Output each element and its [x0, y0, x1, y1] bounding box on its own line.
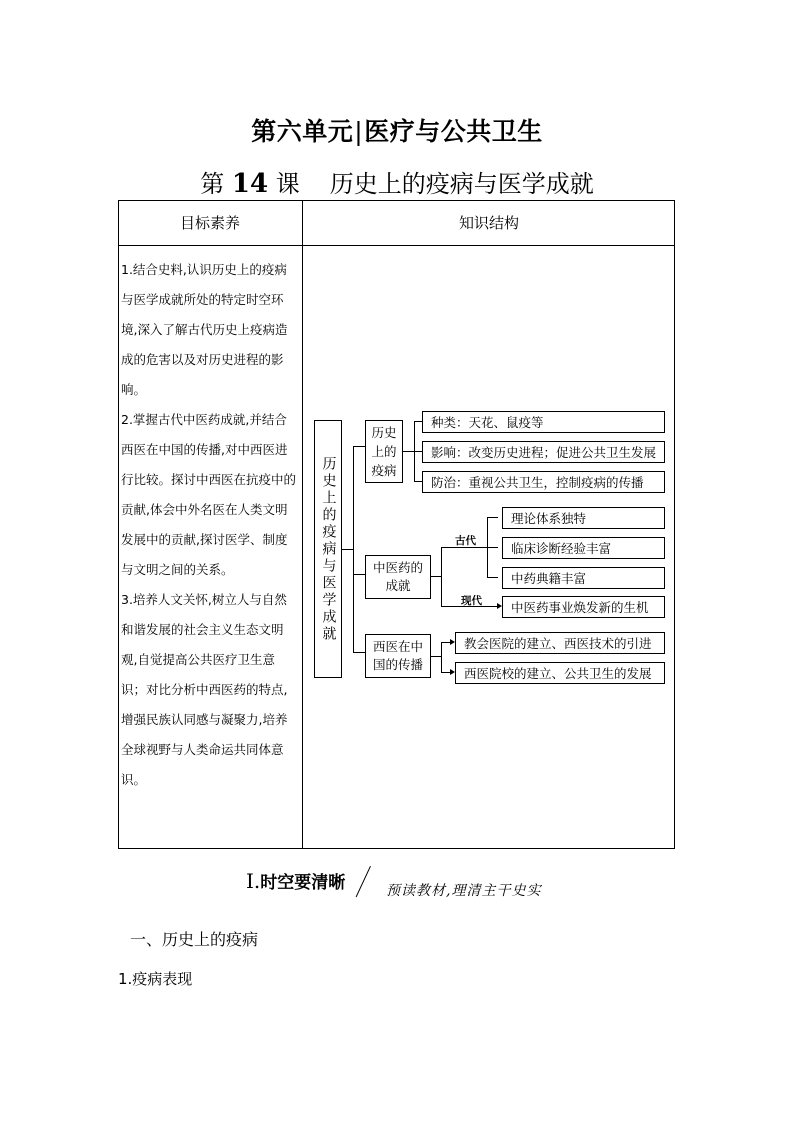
branch-epidemics-line: 疫病	[371, 463, 397, 478]
branch-tcm-line: 成就	[385, 578, 411, 593]
heading-level-1: 一、历史上的疫病	[130, 930, 259, 949]
tag-modern: 现代	[461, 595, 482, 607]
diagram-root	[314, 420, 342, 678]
leaf-epidemic-prevention: 防治：重视公共卫生，控制疫病的传播	[422, 471, 665, 493]
connector	[487, 517, 498, 518]
connector	[414, 421, 422, 422]
branch-western-line: 西医在中	[372, 639, 423, 654]
unit-title	[0, 112, 794, 148]
leaf-tcm-theory: 理论体系独特	[502, 507, 665, 529]
connector	[414, 481, 422, 482]
lesson-number: 14	[231, 169, 269, 199]
leaf-western-schools: 西医院校的建立、公共卫生的发展	[455, 662, 665, 684]
leaf-western-hospitals: 教会医院的建立、西医技术的引进	[455, 632, 665, 654]
section-title: 时空要清晰	[260, 873, 346, 893]
tag-ancient: 古代	[455, 535, 476, 547]
unit-name: 医疗与公共卫生	[364, 117, 543, 146]
goal-item: 3.培养人文关怀,树立人与自然和谐发展的社会主义生态文明观,自觉提高公共医疗卫生意识；对比分析中西医药的特点,增强民族认同感与凝聚力,培养全球视野与人类命运共同体意识。	[121, 592, 288, 787]
branch-tcm	[365, 555, 431, 599]
connector	[487, 577, 498, 578]
heading-level-2: 1.疫病表现	[118, 970, 193, 988]
section-slash	[356, 866, 371, 897]
connector	[353, 446, 354, 652]
lesson-title	[0, 164, 794, 199]
connector	[487, 547, 498, 548]
branch-tcm-line: 中医药的	[372, 560, 423, 575]
leaf-epidemic-types: 种类：天花、鼠疫等	[422, 411, 665, 433]
leaf-tcm-clinical: 临床诊断经验丰富	[502, 537, 665, 559]
leaf-tcm-modern: 中医药事业焕发新的生机	[502, 596, 665, 618]
column-header-goals: 目标素养	[179, 214, 240, 232]
leaf-epidemic-impact: 影响：改变历史进程；促进公共卫生发展	[422, 441, 665, 463]
leaf-tcm-classics: 中药典籍丰富	[502, 567, 665, 589]
connector	[403, 451, 414, 452]
connector	[431, 656, 441, 657]
connector	[414, 451, 422, 452]
lesson-prefix: 第	[200, 170, 225, 198]
diagram-root-text: 历史上的疫病与医学成就	[320, 455, 337, 643]
unit-separator: |	[354, 117, 364, 146]
goal-item: 2.掌握古代中医药成就,并结合西医在中国的传播,对中西医进行比较。探讨中西医在抗疫中的贡献,体会中外名医在人类文明发展中的贡献,探讨医学、制度与文明之间的关系。	[121, 412, 297, 577]
connector	[353, 574, 365, 575]
connector	[353, 446, 365, 447]
branch-epidemics-line: 上的	[371, 444, 397, 459]
connector	[441, 547, 442, 606]
goals-list	[121, 255, 299, 795]
connector	[342, 549, 353, 550]
table-header-divider	[118, 245, 675, 246]
goal-item: 1.结合史料,认识历史上的疫病与医学成就所处的特定时空环境,深入了解古代历史上疫病造成的危害以及对历史进程的影响。	[121, 262, 288, 397]
section-roman: Ⅰ.	[246, 869, 261, 893]
connector	[441, 642, 442, 672]
connector	[431, 576, 441, 577]
section-heading	[246, 868, 345, 893]
branch-western-line: 国的传播	[372, 657, 423, 672]
connector	[353, 652, 365, 653]
unit-label: 第六单元	[251, 117, 354, 146]
section-subtitle: 预读教材,理清主干史实	[386, 883, 542, 899]
branch-epidemics	[365, 420, 403, 483]
lesson-suffix: 课	[275, 170, 300, 198]
column-header-structure: 知识结构	[458, 214, 519, 232]
lesson-name: 历史上的疫病与医学成就	[329, 170, 594, 198]
table-column-divider	[302, 200, 303, 849]
branch-western-medicine	[365, 634, 431, 678]
branch-epidemics-line: 历史	[371, 425, 397, 440]
